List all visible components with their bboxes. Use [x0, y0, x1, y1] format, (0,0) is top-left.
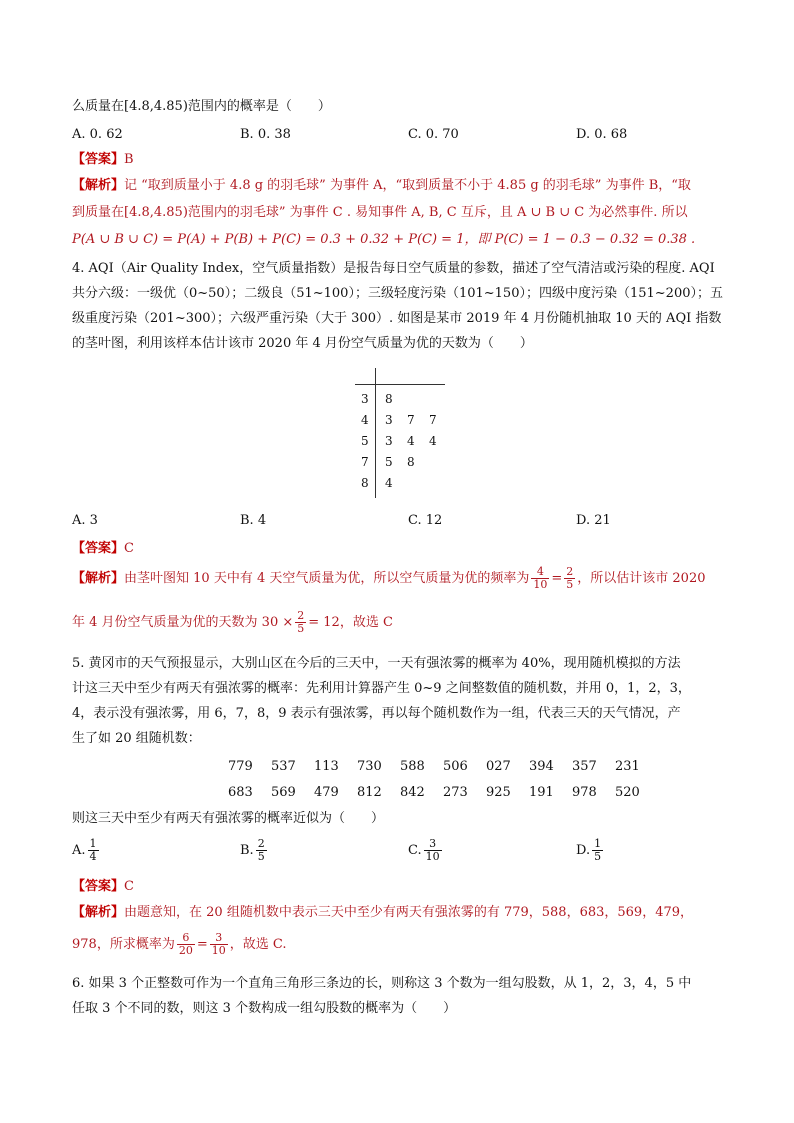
random-number: 479	[314, 785, 339, 800]
random-number: 027	[486, 759, 511, 774]
leaf: 4	[429, 434, 437, 448]
leaf: 8	[385, 392, 393, 406]
answer-value: C	[124, 541, 134, 556]
leaf: 7	[429, 413, 437, 427]
q5-option-a	[72, 838, 101, 863]
fraction-numerator: 6	[177, 932, 195, 945]
fraction	[564, 566, 575, 591]
leaf: 3	[385, 434, 393, 448]
q3-option-c: C. 0. 70	[408, 127, 459, 142]
fraction-denominator: 20	[178, 944, 193, 957]
random-number: 842	[400, 785, 425, 800]
q5-analysis-line-1	[72, 904, 693, 922]
q3-analysis-line-3: P(A ∪ B ∪ C) = P(A) + P(B) + P(C) = 0.3 + 0.32 + P(C) = 1，即 P(C) = 1 − 0.3 − 0.32 = 0.38 .	[72, 232, 696, 247]
q4-stem-line-4: 的茎叶图，利用该样本估计该市 2020 年 4 月份空气质量为优的天数为（ ）	[72, 336, 533, 351]
random-number: 730	[357, 759, 382, 774]
fraction	[210, 932, 228, 957]
q5-answer	[72, 878, 134, 896]
stem-leaf-horizontal-line	[355, 384, 445, 385]
fraction	[424, 838, 442, 863]
q4-option-c: C. 12	[408, 513, 443, 528]
q5-stem-line-4: 生了如 20 组随机数：	[72, 731, 201, 746]
option-letter: C.	[408, 843, 422, 858]
fraction	[256, 838, 267, 863]
random-number: 506	[443, 759, 468, 774]
fraction-denominator: 10	[533, 578, 548, 591]
analysis-label: 【解析】	[72, 905, 125, 920]
fraction-denominator: 5	[297, 622, 305, 635]
leaf: 4	[385, 476, 393, 490]
q5-stem-line-1: 5. 黄冈市的天气预报显示，大别山区在今后的三天中，一天有强浓雾的概率为 40%，现用随机模拟的方法	[72, 656, 681, 671]
q5-analysis-line-2	[72, 932, 286, 957]
random-number: 231	[615, 759, 640, 774]
q4-stem-line-3: 级重度污染（201~300）；六级严重污染（大于 300）. 如图是某市 2019 年 4 月份随机抽取 10 天的 AQI 指数	[72, 311, 722, 326]
fraction-numerator: 3	[210, 932, 228, 945]
fraction-denominator: 10	[211, 944, 226, 957]
option-letter: D.	[576, 843, 591, 858]
random-number: 779	[228, 759, 253, 774]
fraction-denominator: 4	[89, 850, 97, 863]
fraction-numerator: 3	[424, 838, 442, 851]
q5-stem-line-5: 则这三天中至少有两天有强浓雾的概率近似为（ ）	[72, 811, 385, 826]
fraction-denominator: 5	[594, 850, 602, 863]
analysis-text: 记 “取到质量小于 4.8 g 的羽毛球” 为事件 A，“取到质量不小于 4.85 g 的羽毛球” 为事件 B，“取	[124, 178, 691, 193]
stem: 5	[361, 434, 369, 448]
random-number: 588	[400, 759, 425, 774]
answer-label: 【答案】	[72, 152, 125, 167]
random-number: 978	[572, 785, 597, 800]
answer-value: B	[124, 152, 134, 167]
random-number: 925	[486, 785, 511, 800]
q3-option-b: B. 0. 38	[240, 127, 291, 142]
leaf: 3	[385, 413, 393, 427]
q4-option-a: A. 3	[72, 513, 98, 528]
random-number: 683	[228, 785, 253, 800]
leaf: 4	[407, 434, 415, 448]
analysis-text: 年 4 月份空气质量为优的天数为 30 ×	[72, 615, 294, 630]
fraction-denominator: 5	[257, 850, 265, 863]
random-number-row-1	[228, 758, 658, 776]
random-number-row-2	[228, 784, 658, 802]
q4-stem-line-1: 4. AQI（Air Quality Index，空气质量指数）是报告每日空气质量的参数，描述了空气清洁或污染的程度. AQI	[72, 261, 715, 276]
random-number: 357	[572, 759, 597, 774]
fraction-denominator: 5	[566, 578, 574, 591]
leaf: 8	[407, 455, 415, 469]
analysis-text: = 12，故选 C	[308, 615, 393, 630]
fraction	[295, 610, 306, 635]
q3-stem-line: 么质量在[4.8,4.85)范围内的概率是（ ）	[72, 99, 331, 114]
option-letter: A.	[72, 843, 86, 858]
stem: 7	[361, 455, 369, 469]
q5-option-b	[240, 838, 269, 863]
q3-option-a: A. 0. 62	[72, 127, 123, 142]
q6-stem-line-2: 任取 3 个不同的数，则这 3 个数构成一组勾股数的概率为（ ）	[72, 1001, 457, 1016]
q6-stem-line-1: 6. 如果 3 个正整数可作为一个直角三角形三条边的长，则称这 3 个数为一组勾股数，从 1，2，3，4，5 中	[72, 976, 692, 991]
q5-option-c	[408, 838, 444, 863]
random-number: 812	[357, 785, 382, 800]
analysis-text: ，故选 C.	[229, 937, 287, 952]
fraction-numerator: 1	[89, 837, 97, 850]
option-letter: B.	[240, 843, 254, 858]
q4-stem-line-2: 共分六级：一级优（0~50）；二级良（51~100）；三级轻度污染（101~150）；四级中度污染（151~200）；五	[72, 286, 723, 301]
analysis-label: 【解析】	[72, 571, 125, 586]
random-number: 113	[314, 759, 339, 774]
answer-label: 【答案】	[72, 879, 125, 894]
fraction-numerator: 2	[257, 837, 265, 850]
fraction	[177, 932, 195, 957]
q3-answer	[72, 151, 134, 169]
q4-analysis-line-2	[72, 610, 393, 635]
random-number: 273	[443, 785, 468, 800]
analysis-text: 978，所求概率为	[72, 937, 175, 952]
q4-answer	[72, 540, 134, 558]
analysis-label: 【解析】	[72, 178, 125, 193]
stem-leaf-plot	[355, 368, 445, 498]
analysis-text: ，所以估计该市 2020	[577, 571, 706, 586]
leaf: 7	[407, 413, 415, 427]
leaf: 5	[385, 455, 393, 469]
stem: 4	[361, 413, 369, 427]
random-number: 520	[615, 785, 640, 800]
answer-label: 【答案】	[72, 541, 125, 556]
q3-analysis-line-1	[72, 177, 691, 195]
fraction-numerator: 2	[566, 565, 574, 578]
fraction-numerator: 4	[531, 566, 549, 579]
q5-option-d	[576, 838, 605, 863]
fraction	[531, 566, 549, 591]
q5-stem-line-3: 4，表示没有强浓雾，用 6，7，8，9 表示有强浓雾，再以每个随机数作为一组，代表三天的天气情况，产	[72, 706, 681, 721]
fraction-numerator: 1	[594, 837, 602, 850]
q4-analysis-line-1	[72, 566, 705, 591]
random-number: 537	[271, 759, 296, 774]
stem: 8	[361, 476, 369, 490]
fraction-numerator: 2	[297, 609, 305, 622]
q4-option-d: D. 21	[576, 513, 611, 528]
random-number: 191	[529, 785, 554, 800]
analysis-text: 由茎叶图知 10 天中有 4 天空气质量为优，所以空气质量为优的频率为	[124, 571, 530, 586]
random-number: 569	[271, 785, 296, 800]
q4-option-b: B. 4	[240, 513, 267, 528]
answer-value: C	[124, 879, 134, 894]
fraction	[88, 838, 99, 863]
equals-sign: =	[196, 937, 208, 952]
equals-sign: =	[551, 571, 563, 586]
random-number: 394	[529, 759, 554, 774]
q3-analysis-line-2: 到质量在[4.8,4.85)范围内的羽毛球” 为事件 C . 易知事件 A, B, C 互斥，且 A ∪ B ∪ C 为必然事件. 所以	[72, 205, 688, 220]
stem: 3	[361, 392, 369, 406]
analysis-text: 由题意知，在 20 组随机数中表示三天中至少有两天有强浓雾的有 779，588，683，569，479，	[124, 905, 694, 920]
q5-stem-line-2: 计这三天中至少有两天有强浓雾的概率：先利用计算器产生 0~9 之间整数值的随机数，并用 0，1，2，3，	[72, 681, 691, 696]
q3-option-d: D. 0. 68	[576, 127, 628, 142]
fraction	[592, 838, 603, 863]
stem-leaf-vertical-line	[375, 368, 376, 498]
fraction-denominator: 10	[425, 850, 440, 863]
